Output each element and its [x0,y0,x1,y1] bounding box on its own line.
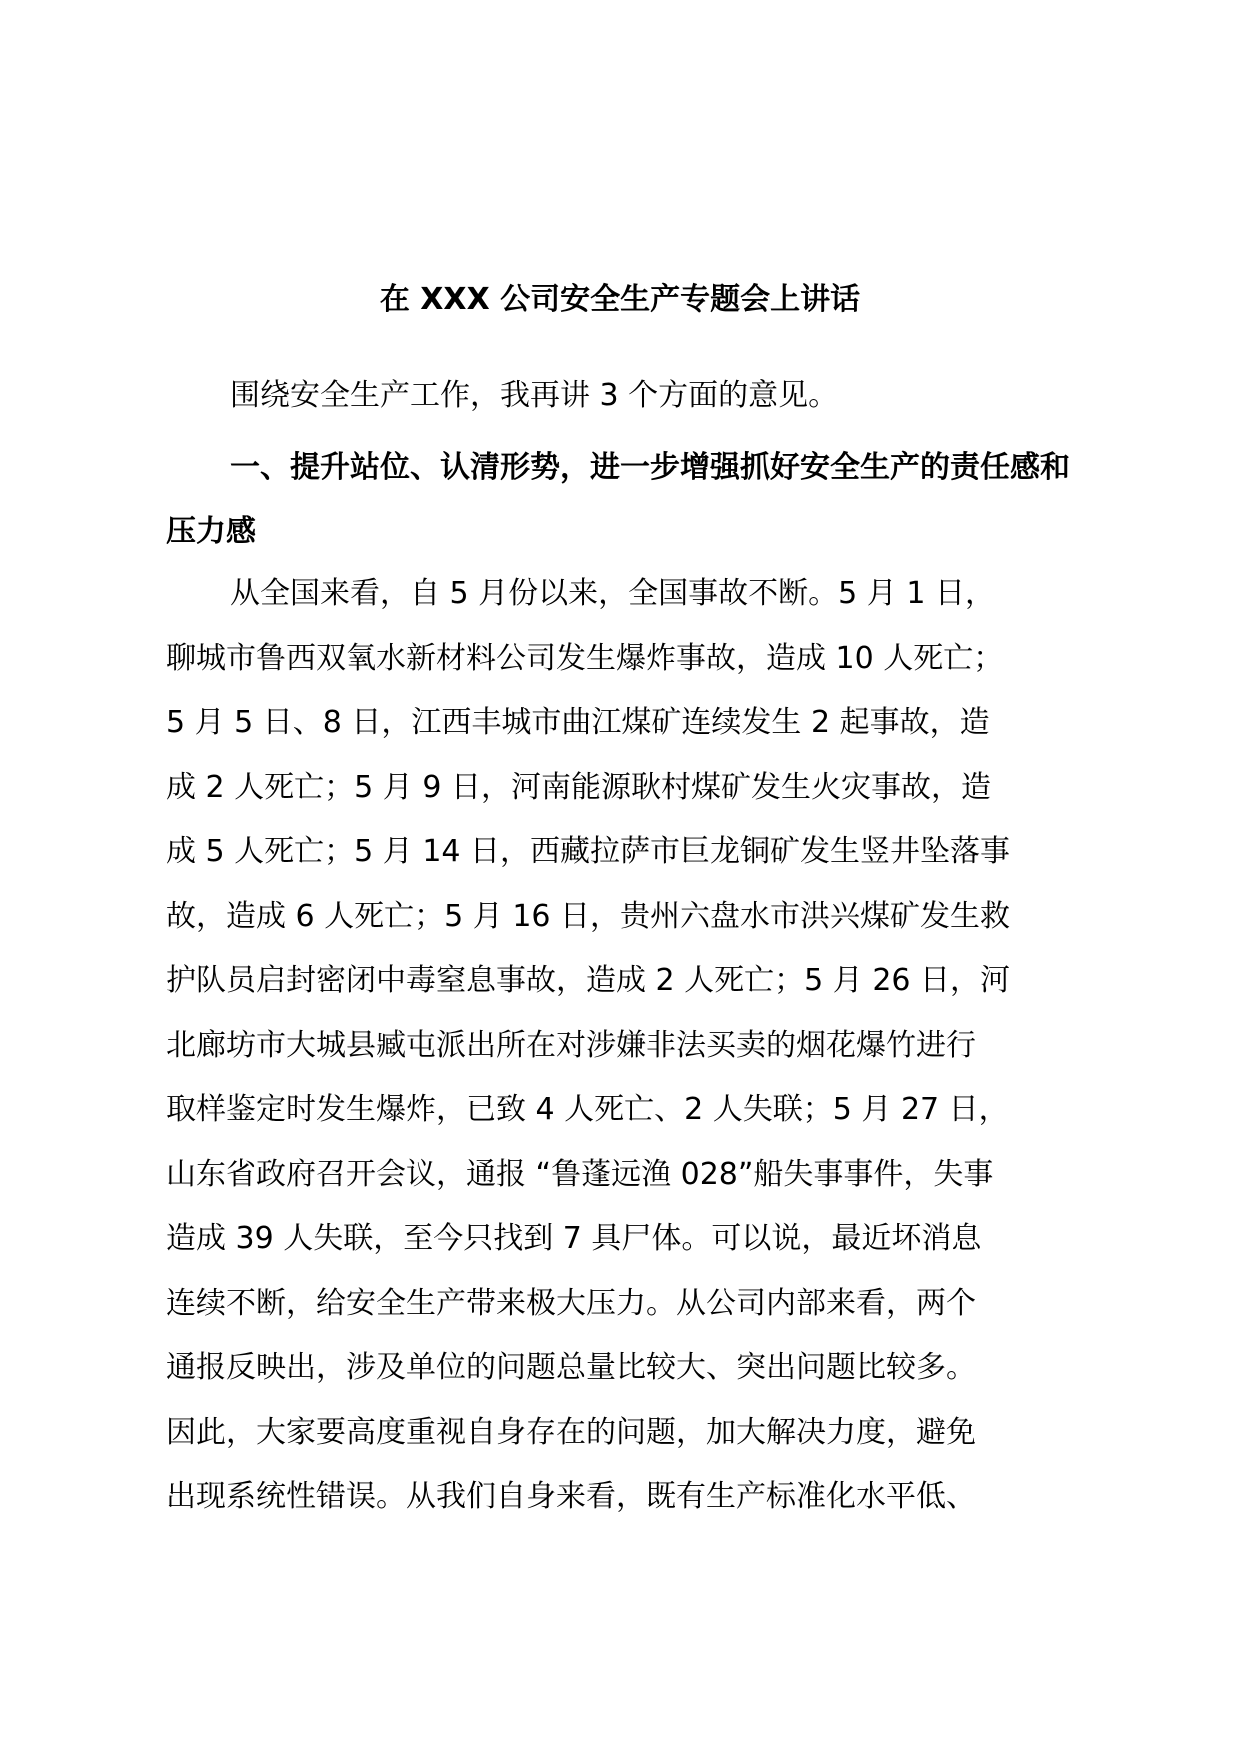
body-line: 从全国来看，自 5 月份以来，全国事故不断。5 月 1 日， [230,576,995,611]
body-paragraph [166,562,1126,1530]
body-line: 山东省政府召开会议，通报 “鲁蓬远渔 028”船失事事件，失事 [166,1156,994,1192]
body-line: 通报反映出，涉及单位的问题总量比较大、突出问题比较多。 [166,1350,976,1385]
page-title: 在 XXX 公司安全生产专题会上讲话 [379,282,861,317]
section-heading: 一、提升站位、认清形势，进一步增强抓好安全生产的责任感和压力感 [166,450,1070,549]
body-line: 护队员启封密闭中毒窒息事故，造成 2 人死亡；5 月 26 日，河 [166,963,1011,998]
body-line: 北廊坊市大城县臧屯派出所在对涉嫌非法买卖的烟花爆竹进行 [166,1027,976,1063]
body-line: 聊城市鲁西双氧水新材料公司发生爆炸事故，造成 10 人死亡； [166,640,1004,676]
body-line: 成 2 人死亡；5 月 9 日，河南能源耿村煤矿发生火灾事故，造 [166,769,991,805]
body-line: 连续不断，给安全生产带来极大压力。从公司内部来看，两个 [166,1285,976,1321]
body-line: 出现系统性错误。从我们自身来看，既有生产标准化水平低、 [166,1479,976,1514]
body-line: 故，造成 6 人死亡；5 月 16 日，贵州六盘水市洪兴煤矿发生救 [166,898,1011,934]
body-line: 取样鉴定时发生爆炸，已致 4 人死亡、2 人失联；5 月 27 日， [166,1092,1009,1127]
body-line: 成 5 人死亡；5 月 14 日，西藏拉萨市巨龙铜矿发生竖井坠落事 [166,834,1011,869]
body-line: 因此，大家要高度重视自身存在的问题，加大解决力度，避免 [166,1414,976,1450]
intro-paragraph: 围绕安全生产工作，我再讲 3 个方面的意见。 [230,378,839,413]
body-line: 造成 39 人失联，至今只找到 7 具尸体。可以说，最近坏消息 [166,1221,982,1256]
body-line: 5 月 5 日、8 日，江西丰城市曲江煤矿连续发生 2 起事故，造 [166,705,990,740]
